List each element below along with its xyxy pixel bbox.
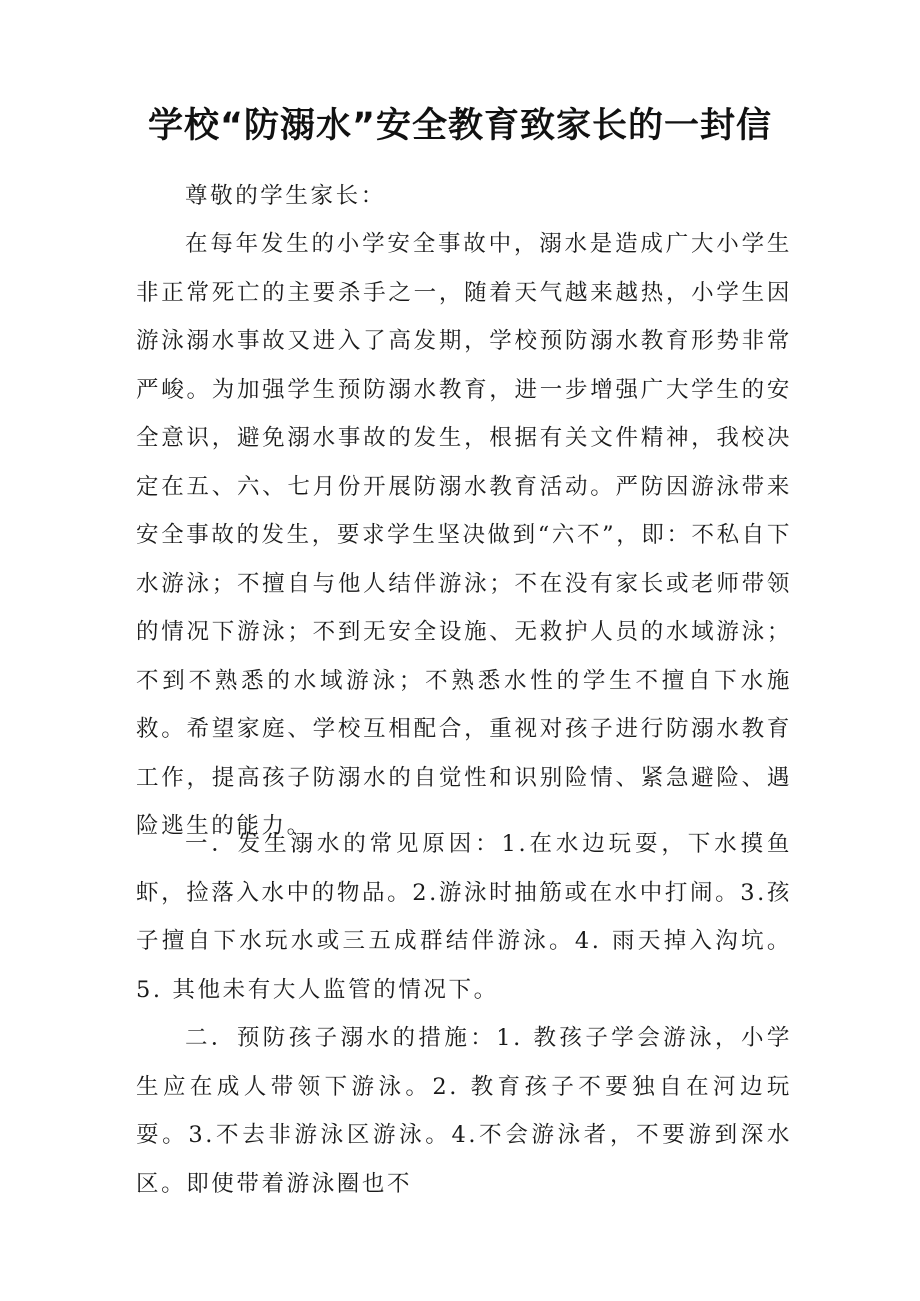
paragraph-intro: 在每年发生的小学安全事故中，溺水是造成广大小学生非正常死亡的主要杀手之一，随着天气越来越热，小学生因游泳溺水事故又进入了高发期，学校预防溺水教育形势非常严峻。为加强学生预防溺水教育，进一步增强广大学生的安全意识，避免溺水事故的发生，根据有关文件精神，我校决定在五、六、七月份开展防溺水教育活动。严防因游泳带来安全事故的发生，要求学生坚决做到“六不”，即：不私自下水游泳；不擅自与他人结伴游泳；不在没有家长或老师带领的情况下游泳；不到无安全设施、无救护人员的水域游泳；不到不熟悉的水域游泳；不熟悉水性的学生不擅自下水施救。希望家庭、学校互相配合，重视对孩子进行防溺水教育工作，提高孩子防溺水的自觉性和识别险情、紧急避险、遇险逃生的能力。	[136, 231, 792, 839]
paragraph-block-3	[136, 1014, 792, 1208]
paragraph-block-2	[136, 820, 792, 1014]
paragraph-block-1	[136, 220, 792, 851]
paragraph-causes: 一．发生溺水的常见原因：1.在水边玩耍，下水摸鱼虾，捡落入水中的物品。2.游泳时抽筋或在水中打闹。3.孩子擅自下水玩水或三五成群结伴游泳。4. 雨天掉入沟坑。5. 其他未有大人监管的情况下。	[136, 831, 792, 1003]
salutation: 尊敬的学生家长：	[185, 183, 386, 209]
salutation-block	[136, 172, 792, 221]
paragraph-measures: 二．预防孩子溺水的措施：1. 教孩子学会游泳，小学生应在成人带领下游泳。2. 教育孩子不要独自在河边玩耍。3.不去非游泳区游泳。4.不会游泳者，不要游到深水区。即使带着游泳圈也不	[136, 1025, 792, 1197]
document-title: 学校“防溺水”安全教育致家长的一封信	[147, 106, 772, 146]
